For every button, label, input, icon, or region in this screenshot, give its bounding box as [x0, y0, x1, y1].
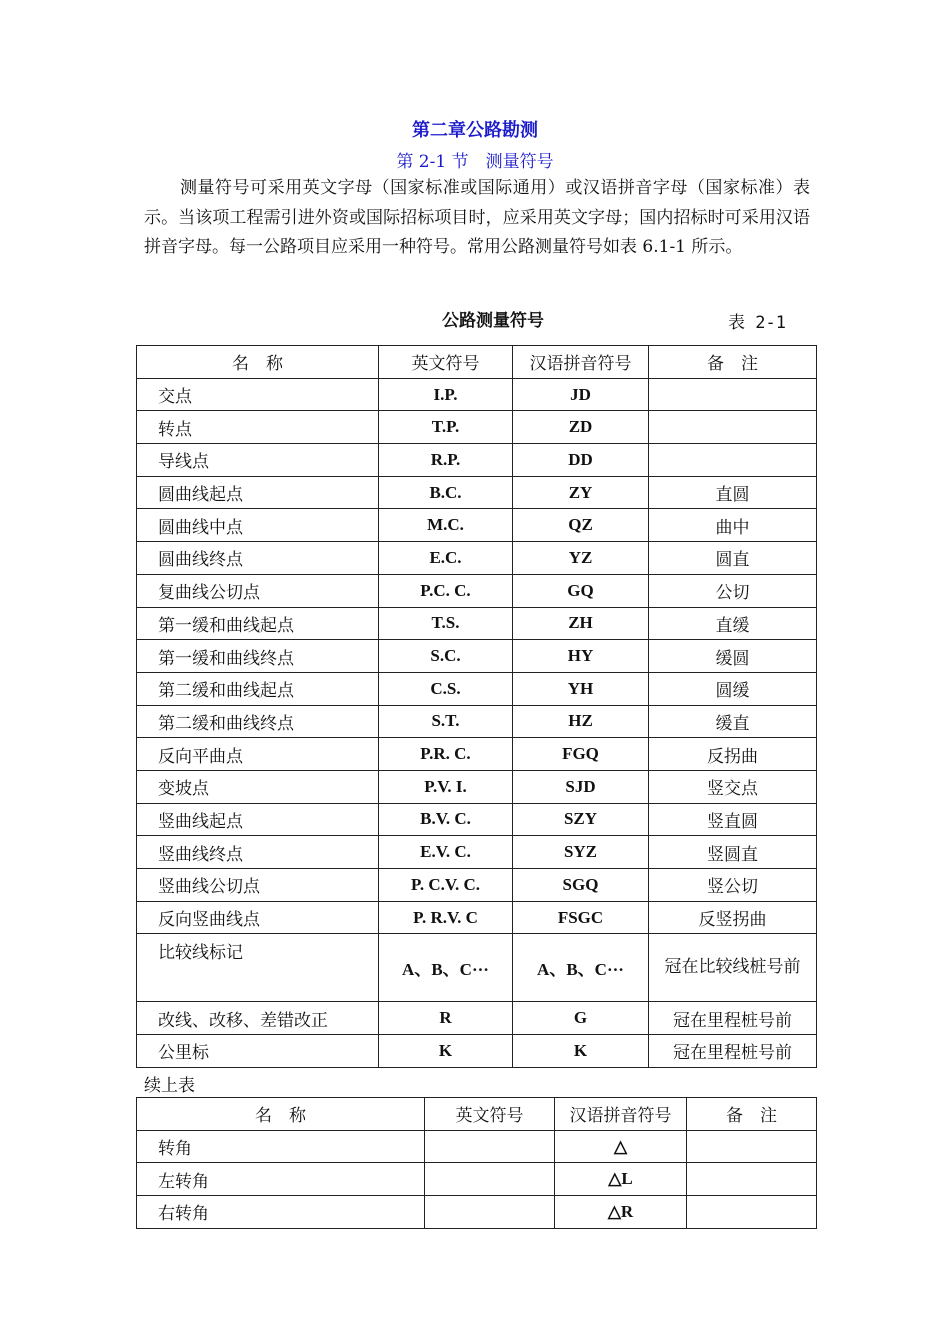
intro-paragraph: 测量符号可采用英文字母（国家标准或国际通用）或汉语拼音字母（国家标准）表示。当该项工程需引进外资或国际招标项目时，应采用英文字母；国内招标时可采用汉语拼音字母。每一公路项目应采用一种符号。常用公路测量符号如表 6.1-1 所示。: [144, 178, 810, 257]
cell-name: 比较线标记: [137, 934, 379, 1002]
cell-note: 圆缓: [649, 672, 817, 705]
cell-pinyin: ZD: [513, 411, 649, 444]
header-pinyin: 汉语拼音符号: [555, 1098, 687, 1131]
table-row: [137, 901, 817, 934]
cell-name: 竖曲线公切点: [137, 869, 379, 902]
table-row: [137, 1163, 817, 1196]
cell-name: 导线点: [137, 444, 379, 477]
cell-pinyin: FGQ: [513, 738, 649, 771]
cell-name: 改线、改移、差错改正: [137, 1002, 379, 1035]
table-row: [137, 607, 817, 640]
table-row: [137, 509, 817, 542]
cell-name: 交点: [137, 378, 379, 411]
cell-note: 公切: [649, 574, 817, 607]
cell-note: 竖交点: [649, 770, 817, 803]
cell-pinyin: △L: [555, 1163, 687, 1196]
table-row: [137, 574, 817, 607]
cell-pinyin: DD: [513, 444, 649, 477]
cell-note: [687, 1130, 817, 1163]
cell-name: 反向平曲点: [137, 738, 379, 771]
cell-pinyin: K: [513, 1035, 649, 1068]
cell-english: S.C.: [379, 640, 513, 673]
cell-pinyin: QZ: [513, 509, 649, 542]
cell-english: [425, 1196, 555, 1229]
cell-note: 竖直圆: [649, 803, 817, 836]
cell-pinyin: HY: [513, 640, 649, 673]
header-name: 名 称: [137, 346, 379, 379]
cell-english: M.C.: [379, 509, 513, 542]
cell-note: 竖圆直: [649, 836, 817, 869]
cell-note: 冠在里程桩号前: [649, 1002, 817, 1035]
cell-english: P. C.V. C.: [379, 869, 513, 902]
table-row: [137, 869, 817, 902]
cell-note-text: 冠在比较线桩号前: [664, 957, 801, 978]
continuation-label: 续上表: [144, 1076, 195, 1096]
cell-name: 圆曲线中点: [137, 509, 379, 542]
cell-english: P.R. C.: [379, 738, 513, 771]
table-row: [137, 770, 817, 803]
header-english: 英文符号: [379, 346, 513, 379]
header-note: 备 注: [649, 346, 817, 379]
cell-name: 反向竖曲线点: [137, 901, 379, 934]
table-row: [137, 444, 817, 477]
cell-name: 圆曲线起点: [137, 476, 379, 509]
cell-note: [687, 1196, 817, 1229]
cell-pinyin: FSGC: [513, 901, 649, 934]
table-row: [137, 411, 817, 444]
table-row: [137, 378, 817, 411]
header-english: 英文符号: [425, 1098, 555, 1131]
table-row: [137, 672, 817, 705]
cell-pinyin: SJD: [513, 770, 649, 803]
table-row: [137, 1196, 817, 1229]
cell-english: [425, 1130, 555, 1163]
table-row: [137, 836, 817, 869]
cell-note: 直缓: [649, 607, 817, 640]
symbols-table: [136, 345, 817, 1068]
cell-name: 第一缓和曲线终点: [137, 640, 379, 673]
cell-pinyin: SYZ: [513, 836, 649, 869]
cell-english: K: [379, 1035, 513, 1068]
cell-note: [649, 378, 817, 411]
cell-note: 反竖拐曲: [649, 901, 817, 934]
cell-note: 圆直: [649, 542, 817, 575]
cell-pinyin: ZH: [513, 607, 649, 640]
cell-note: 竖公切: [649, 869, 817, 902]
cell-note: [649, 934, 817, 1002]
table-header-row: [137, 1098, 817, 1131]
cell-name: 第二缓和曲线起点: [137, 672, 379, 705]
cell-pinyin: JD: [513, 378, 649, 411]
cell-name: 转点: [137, 411, 379, 444]
cell-english: C.S.: [379, 672, 513, 705]
cell-note: 直圆: [649, 476, 817, 509]
cell-name: 第二缓和曲线终点: [137, 705, 379, 738]
cell-english: I.P.: [379, 378, 513, 411]
table-row: [137, 1035, 817, 1068]
cell-english: A、B、C···: [379, 934, 513, 1002]
table-row: [137, 1002, 817, 1035]
cell-note: 曲中: [649, 509, 817, 542]
cell-english: T.S.: [379, 607, 513, 640]
cell-english: E.C.: [379, 542, 513, 575]
cell-name: 右转角: [137, 1196, 425, 1229]
cell-note: [649, 411, 817, 444]
cell-note: [649, 444, 817, 477]
cell-note: 缓圆: [649, 640, 817, 673]
cell-english: E.V. C.: [379, 836, 513, 869]
cell-pinyin: HZ: [513, 705, 649, 738]
section-title: 第 2-1 节 测量符号: [396, 152, 554, 172]
cell-pinyin: △: [555, 1130, 687, 1163]
cell-english: R: [379, 1002, 513, 1035]
cell-english: [425, 1163, 555, 1196]
cell-note: 缓直: [649, 705, 817, 738]
cell-pinyin: G: [513, 1002, 649, 1035]
table-row: [137, 640, 817, 673]
cell-note: 反拐曲: [649, 738, 817, 771]
cell-english: S.T.: [379, 705, 513, 738]
cell-note: 冠在里程桩号前: [649, 1035, 817, 1068]
cell-english: R.P.: [379, 444, 513, 477]
chapter-title: 第二章公路勘测: [412, 120, 538, 141]
table-row: [137, 705, 817, 738]
cell-name: 第一缓和曲线起点: [137, 607, 379, 640]
cell-name: 竖曲线终点: [137, 836, 379, 869]
cell-pinyin: A、B、C···: [513, 934, 649, 1002]
cell-pinyin: GQ: [513, 574, 649, 607]
cell-name: 圆曲线终点: [137, 542, 379, 575]
cell-english: B.C.: [379, 476, 513, 509]
table-row: [137, 542, 817, 575]
cell-pinyin: SGQ: [513, 869, 649, 902]
table-row: [137, 803, 817, 836]
continuation-table: [136, 1097, 817, 1229]
cell-pinyin: YZ: [513, 542, 649, 575]
cell-name: 转角: [137, 1130, 425, 1163]
table-row: [137, 934, 817, 1002]
header-name: 名 称: [137, 1098, 425, 1131]
header-pinyin: 汉语拼音符号: [513, 346, 649, 379]
header-note: 备 注: [687, 1098, 817, 1131]
cell-name: 变坡点: [137, 770, 379, 803]
cell-english: P.V. I.: [379, 770, 513, 803]
table-row: [137, 476, 817, 509]
cell-pinyin: △R: [555, 1196, 687, 1229]
cell-english: T.P.: [379, 411, 513, 444]
table-row: [137, 1130, 817, 1163]
cell-english: P. R.V. C: [379, 901, 513, 934]
cell-english: B.V. C.: [379, 803, 513, 836]
cell-pinyin: SZY: [513, 803, 649, 836]
cell-note: [687, 1163, 817, 1196]
cell-name: 左转角: [137, 1163, 425, 1196]
table-number: 表 2-1: [728, 313, 786, 333]
cell-pinyin: YH: [513, 672, 649, 705]
table-row: [137, 738, 817, 771]
cell-name: 竖曲线起点: [137, 803, 379, 836]
table-header-row: [137, 346, 817, 379]
table-caption: 公路测量符号: [442, 311, 544, 331]
cell-name: 复曲线公切点: [137, 574, 379, 607]
cell-english: P.C. C.: [379, 574, 513, 607]
cell-pinyin: ZY: [513, 476, 649, 509]
cell-name: 公里标: [137, 1035, 379, 1068]
